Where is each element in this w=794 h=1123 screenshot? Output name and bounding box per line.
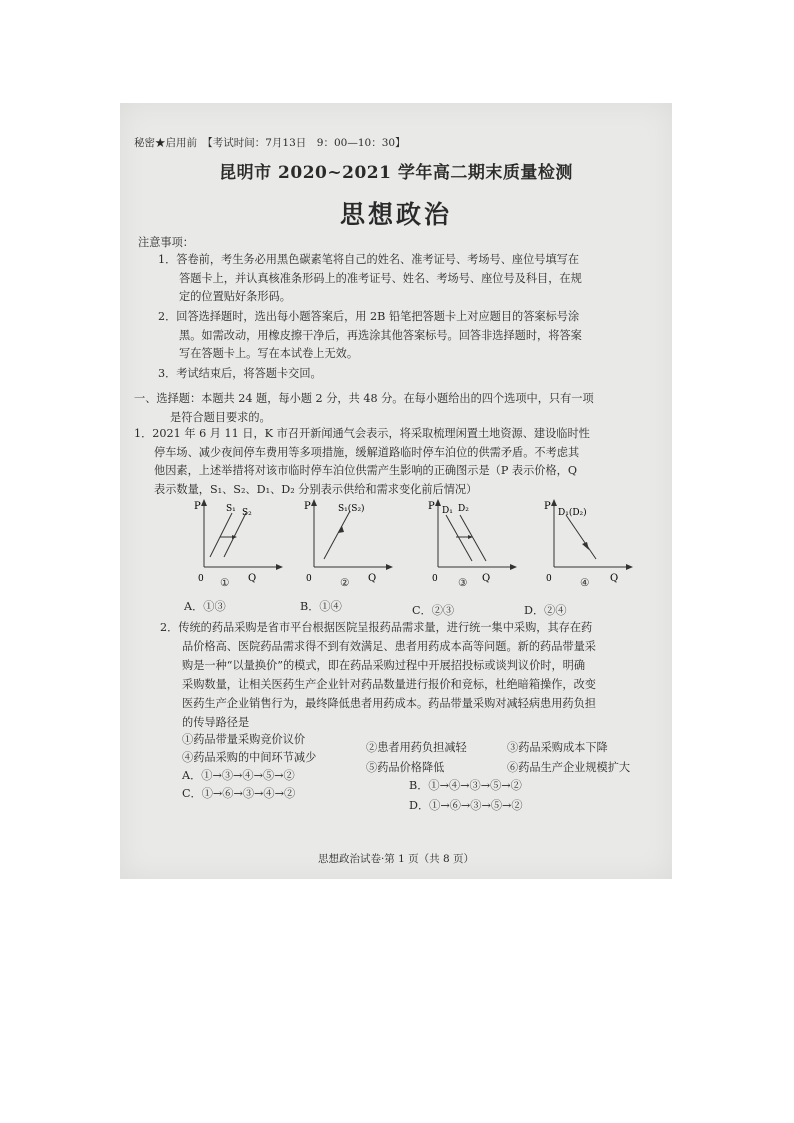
graph-4-number: ④	[580, 577, 590, 589]
graph-1	[190, 495, 290, 590]
q2-item-4: ④药品采购的中间环节减少	[182, 751, 317, 764]
graph-3-x-label: Q	[482, 573, 491, 584]
graph-3-y-label: P	[428, 501, 435, 512]
q2-option-b[interactable]: B．①→④→③→⑤→②	[409, 779, 522, 792]
graph-2-y-label: P	[304, 501, 311, 512]
graph-3	[424, 495, 524, 590]
q2-item-6: ⑥药品生产企业规模扩大	[507, 761, 631, 774]
graph-1-curve-s2	[224, 513, 246, 557]
subject-title: 思想政治	[339, 200, 452, 229]
graph-4-label: D₁(D₂)	[558, 508, 587, 518]
graph-2-curve	[324, 511, 350, 559]
graph-3-label-d1: D₁	[442, 506, 453, 516]
graph-3-origin: 0	[432, 574, 438, 584]
graph-2	[300, 495, 400, 590]
notice-title: 注意事项：	[138, 236, 194, 249]
graph-2-x-label: Q	[368, 573, 377, 584]
graph-4-y-label: P	[544, 501, 551, 512]
question-1-stem: 1．2021 年 6 月 11 日，K 市召开新闻通气会表示，将采取梳理闲置土地资源、建设临时性 停车场、减少夜间停车费用等多项措施，缓解道路临时停车泊位的供需矛盾。不考虑其 他因素，上述举措将对该市临时停车泊位供需产生影响的正确图示是（P 表示价格，Q 表示数量，S₁、S₂、D₁、D₂ 分别表示供给和需求变化前后情况）	[134, 427, 590, 496]
q2-option-a[interactable]: A．①→③→④→⑤→②	[182, 769, 295, 782]
q1-option-a[interactable]: A．①③	[184, 600, 226, 613]
secret-line: 秘密★启用前 【考试时间：7月13日 9：00—10：30】	[134, 137, 406, 149]
graph-1-label-s1: S₁	[226, 504, 236, 514]
graph-2-label: S₁(S₂)	[338, 504, 365, 514]
graph-1-label-s2: S₂	[242, 508, 252, 518]
q2-option-c[interactable]: C．①→⑥→③→④→②	[182, 787, 296, 800]
graph-3-curve-d2	[460, 515, 486, 561]
graph-4-curve	[566, 515, 596, 559]
q1-option-c[interactable]: C．②③	[412, 604, 455, 617]
page-footer: 思想政治试卷·第 1 页（共 8 页）	[317, 853, 475, 865]
q2-item-2: ②患者用药负担减轻	[366, 741, 467, 754]
graph-2-origin: 0	[306, 574, 312, 584]
graph-2-number: ②	[340, 577, 350, 589]
graph-1-number: ①	[220, 577, 230, 589]
graph-1-x-label: Q	[248, 573, 257, 584]
q2-option-d[interactable]: D．①→⑥→③→⑤→②	[409, 799, 523, 812]
graph-4-origin: 0	[546, 574, 552, 584]
graph-4-x-label: Q	[610, 573, 619, 584]
graph-4-arrow	[582, 542, 589, 550]
notice-item-2: 2．回答选择题时，选出每小题答案后，用 2B 铅笔把答题卡上对应题目的答案标号涂 黑。如需改动，用橡皮擦干净后，再选涂其他答案标号。回答非选择题时，将答案 写在答题卡上。写在本试卷上无效。	[158, 310, 582, 360]
notice-item-1: 1．答卷前，考生务必用黑色碳素笔将自己的姓名、准考证号、考场号、座位号填写在 答题卡上，并认真核准条形码上的准考证号、姓名、考场号、座位号及科目，在规 定的位置贴好条形码。	[158, 253, 582, 303]
q1-option-b[interactable]: B．①④	[300, 600, 342, 613]
graph-1-y-label: P	[194, 501, 201, 512]
graph-3-label-d2: D₂	[458, 504, 469, 514]
question-2-stem: 2．传统的药品采购是省市平台根据医院呈报药品需求量，进行统一集中采购，其存在药 品价格高、医院药品需求得不到有效满足、患者用药成本高等问题。新的药品带量采 购是一种“以量换价”的模式，即在药品采购过程中开展招投标或谈判议价时，明确 采购数量，让相关医药生产企业针对药品数量进行报价和竞标，杜绝暗箱操作，改变 医药生产企业销售行为，最终降低患者用药成本。药品带量采购对减轻病患用药负担 的传导路径是	[160, 621, 596, 729]
q2-item-3: ③药品采购成本下降	[507, 741, 608, 754]
graph-3-number: ③	[458, 577, 468, 589]
q1-option-d[interactable]: D．②④	[524, 604, 567, 617]
exam-page	[120, 103, 672, 879]
section-heading: 一、选择题：本题共 24 题，每小题 2 分，共 48 分。在每小题给出的四个选项中，只有一项 是符合题目要求的。	[134, 392, 594, 424]
q2-item-5: ⑤药品价格降低	[366, 761, 445, 774]
exam-title: 昆明市 2020~2021 学年高二期末质量检测	[219, 163, 573, 183]
graph-1-origin: 0	[198, 574, 204, 584]
notice-item-3: 3．考试结束后，将答题卡交回。	[158, 367, 322, 380]
q2-item-1: ①药品带量采购竞价议价	[182, 733, 306, 746]
graph-4	[540, 495, 640, 590]
graph-1-curve-s1	[210, 513, 232, 557]
